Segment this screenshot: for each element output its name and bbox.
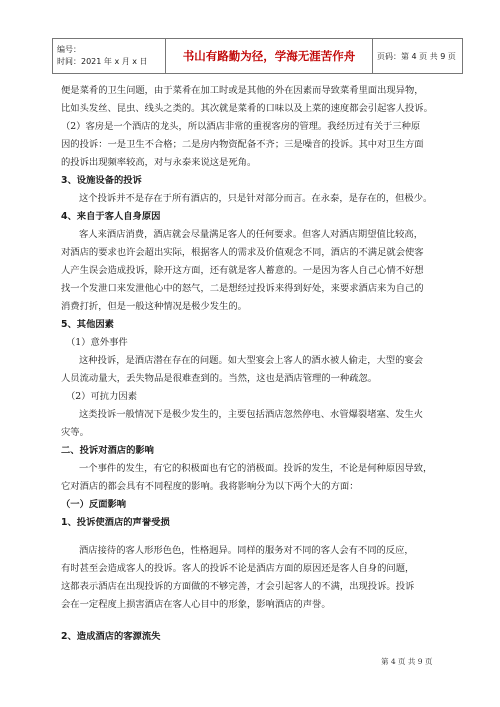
body-line: 比如头发丝、昆虫、线头之类的。其次就是菜肴的口味以及上菜的速度都会引起客人投诉。 xyxy=(61,103,433,114)
body-line: 一个事件的发生，有它的积极面也有它的消极面。投诉的发生，不论是何种原因导致， xyxy=(79,463,433,474)
header-page-info: 页码：第 4 页 共 9 页 xyxy=(373,39,463,74)
body-line: 便是菜肴的卫生问题，由于菜肴在加工时或是其他的外在因素而导致菜肴里面出现异物， xyxy=(61,85,424,96)
page-footer: 第 4 页 共 9 页 xyxy=(381,657,433,666)
section-heading: 二、投诉对酒店的影响 xyxy=(61,445,154,456)
body-line: 这都表示酒店在出现投诉的方面做的不够完善，才会引起客人的不满，出现投诉。投诉 xyxy=(61,581,415,592)
section-heading: （一）反面影响 xyxy=(61,499,127,510)
body-line: 这个投诉并不是存在于所有酒店的，只是针对部分而言。在永泰，是存在的，但极少。 xyxy=(79,193,433,204)
body-line: 它对酒店的都会具有不同程度的影响。我将影响分为以下两个大的方面： xyxy=(61,481,359,492)
body-line: 客人来酒店消费，酒店就会尽量满足客人的任何要求。但客人对酒店期望值比较高， xyxy=(79,229,423,240)
body-line: 消费打折，但是一般这种情况是极少发生的。 xyxy=(61,301,247,312)
body-line: 有时甚至会造成客人的投诉。客人的投诉不论是酒店方面的原因还是客人自身的问题， xyxy=(61,563,415,574)
sub-heading: （2）可抗力因素 xyxy=(66,391,137,402)
section-heading: 1、投诉使酒店的声誉受损 xyxy=(61,517,170,528)
body-line: 这种投诉，是酒店潜在存在的问题。如大型宴会上客人的酒水被人偷走，大型的宴会 xyxy=(79,355,423,366)
section-heading: 2、造成酒店的客源流失 xyxy=(61,631,161,642)
header-meta xyxy=(53,39,166,74)
body-line: 对酒店的要求也许会超出实际，根据客人的需求及价值观念不同，酒店的不满足就会使客 xyxy=(61,247,424,258)
page-header xyxy=(52,38,463,74)
section-heading: 3、设施设备的投诉 xyxy=(61,175,142,186)
body-line: 灾等。 xyxy=(61,427,89,438)
section-heading: 4、来自于客人自身原因 xyxy=(61,211,161,222)
body-line: 人员流动量大，丢失物品是很难查到的。当然，这也是酒店管理的一种疏忽。 xyxy=(61,373,378,384)
section-heading: 5、其他因素 xyxy=(61,319,114,330)
body-line: 这类投诉一般情况下是极少发生的，主要包括酒店忽然停电、水管爆裂堵塞、发生火 xyxy=(79,409,423,420)
header-motto: 书山有路勤为径，学海无涯苦作舟 xyxy=(166,39,373,74)
body-line: 的投诉出现频率较高，对与永泰来说这是死角。 xyxy=(61,157,257,168)
sub-heading: （1）意外事件 xyxy=(66,337,128,348)
number-label: 编号： xyxy=(57,45,81,54)
body-line: 会在一定程度上损害酒店在客人心目中的形象，影响酒店的声誉。 xyxy=(61,599,331,610)
body-line: 因的投诉：一是卫生不合格；二是房内物资配备不齐；三是噪音的投诉。其中对卫生方面 xyxy=(61,139,424,150)
time-label: 时间：2021 年 x 月 x 日 xyxy=(57,57,148,66)
body-line: （2）客房是一个酒店的龙头，所以酒店非常的重视客房的管理。我经历过有关于三种原 xyxy=(61,121,421,132)
body-line: 人产生误会造成投诉，除开这方面，还有就是客人蓄意的。一是因为客人自己心情不好想 xyxy=(61,265,424,276)
body-line: 找一个发泄口来发泄他心中的怒气，二是想经过投诉来得到好处，来要求酒店来为自己的 xyxy=(61,283,424,294)
body-line: 酒店接待的客人形形色色，性格迥异。同样的服务对不同的客人会有不同的反应， xyxy=(79,545,414,556)
